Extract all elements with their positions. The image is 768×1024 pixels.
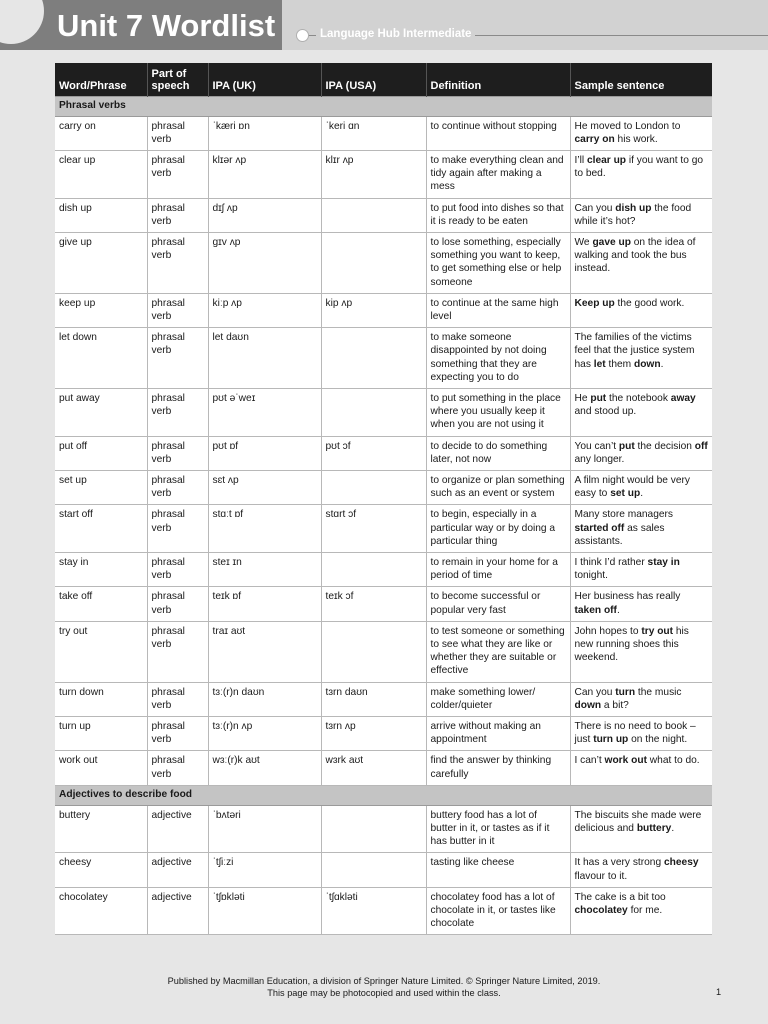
cell-sample-sentence: [570, 587, 712, 621]
table-row: [55, 621, 712, 682]
cell-sample-sentence: [570, 505, 712, 553]
table-row: [55, 682, 712, 716]
sample-text: The families of the victims feel that the justice system has: [574, 332, 695, 370]
cell-part-of-speech: phrasal verb: [147, 717, 208, 751]
sample-text: I’ll: [574, 154, 587, 166]
cell-word: give up: [55, 232, 147, 293]
cell-ipa-uk: ˈkæri ɒn: [208, 116, 321, 150]
sample-text: what to do.: [646, 755, 700, 767]
table-row: [55, 436, 712, 470]
sample-text: He moved to London to: [574, 120, 681, 132]
cell-word: dish up: [55, 198, 147, 232]
sample-keyword: cheesy: [663, 857, 699, 869]
cell-sample-sentence: [570, 717, 712, 751]
table-row: [55, 587, 712, 621]
sample-text: John hopes to: [574, 625, 642, 637]
cell-ipa-uk: tɜː(r)n daʊn: [208, 682, 321, 716]
sample-keyword: put: [590, 392, 607, 404]
cell-word: work out: [55, 751, 147, 785]
cell-word: cheesy: [55, 853, 147, 887]
cell-word: try out: [55, 621, 147, 682]
cell-ipa-uk: ˈbʌtəri: [208, 805, 321, 853]
cell-definition: to continue at the same high level: [426, 293, 570, 327]
cell-ipa-uk: sɛt ʌp: [208, 470, 321, 504]
sample-text: a bit?: [601, 699, 629, 711]
sample-text: Can you: [574, 202, 616, 214]
cell-definition: arrive without making an appointment: [426, 717, 570, 751]
table-row: [55, 717, 712, 751]
table-row: [55, 150, 712, 198]
sample-text: any longer.: [574, 453, 625, 465]
cell-word: carry on: [55, 116, 147, 150]
sample-text: flavour to it.: [574, 870, 628, 882]
sample-keyword: buttery: [636, 823, 672, 835]
section-title: Phrasal verbs: [55, 96, 712, 116]
sample-text: as sales assistants.: [574, 522, 665, 547]
cell-part-of-speech: phrasal verb: [147, 198, 208, 232]
cell-definition: chocolatey food has a lot of chocolate in it, or tastes like chocolate: [426, 887, 570, 935]
cell-definition: to organize or plan something such as an event or system: [426, 470, 570, 504]
cell-definition: to remain in your home for a period of time: [426, 552, 570, 586]
sample-keyword: down: [574, 699, 602, 711]
cell-sample-sentence: [570, 470, 712, 504]
cell-ipa-usa: [321, 470, 426, 504]
sample-keyword: turn up: [593, 734, 629, 746]
sample-text: them: [605, 358, 634, 370]
sample-keyword: off: [694, 440, 708, 452]
cell-sample-sentence: [570, 621, 712, 682]
cell-word: keep up: [55, 293, 147, 327]
cell-ipa-usa: wɜrk aʊt: [321, 751, 426, 785]
footer-photocopy-line: This page may be photocopied and used within the class.: [267, 988, 501, 998]
sample-text: the notebook: [606, 392, 671, 404]
sample-keyword: started off: [574, 522, 625, 534]
table-row: [55, 328, 712, 389]
cell-sample-sentence: [570, 150, 712, 198]
sample-text: if you want to go to bed.: [574, 154, 704, 180]
sample-text: Her business has really: [574, 591, 681, 603]
table-row: [55, 198, 712, 232]
cell-part-of-speech: phrasal verb: [147, 552, 208, 586]
cell-ipa-usa: teɪk ɔf: [321, 587, 426, 621]
cell-sample-sentence: [570, 552, 712, 586]
brand-bullet-icon: [296, 29, 309, 42]
cell-word: put away: [55, 388, 147, 436]
sample-text: Many store managers: [574, 509, 674, 521]
cell-word: turn down: [55, 682, 147, 716]
cell-ipa-uk: ˈtʃɒkləti: [208, 887, 321, 935]
sample-keyword: clear up: [586, 154, 627, 166]
sample-text: He: [574, 392, 591, 404]
cell-sample-sentence: [570, 751, 712, 785]
cell-ipa-usa: kip ʌp: [321, 293, 426, 327]
sample-text: .: [660, 358, 664, 370]
cell-ipa-uk: traɪ aʊt: [208, 621, 321, 682]
cell-word: stay in: [55, 552, 147, 586]
table-row: [55, 232, 712, 293]
sample-keyword: gave up: [592, 236, 631, 248]
cell-sample-sentence: [570, 388, 712, 436]
table-row: [55, 552, 712, 586]
table-row: [55, 116, 712, 150]
cell-ipa-uk: steɪ ɪn: [208, 552, 321, 586]
column-header-sample-sentence: Sample sentence: [570, 63, 712, 96]
column-header-definition: Definition: [426, 63, 570, 96]
cell-ipa-usa: tɜrn ʌp: [321, 717, 426, 751]
cell-ipa-usa: ˈkeri ɑn: [321, 116, 426, 150]
sample-text: the decision: [634, 440, 695, 452]
table-row: [55, 388, 712, 436]
cell-definition: buttery food has a lot of butter in it, or tastes as if it has butter in it: [426, 805, 570, 853]
sample-keyword: turn: [615, 686, 636, 698]
cell-definition: to make everything clean and tidy again after making a mess: [426, 150, 570, 198]
cell-definition: make something lower/ colder/quieter: [426, 682, 570, 716]
sample-text: The biscuits she made were delicious and: [574, 809, 702, 835]
sample-keyword: taken off: [574, 604, 617, 616]
cell-part-of-speech: phrasal verb: [147, 388, 208, 436]
sample-keyword: carry on: [574, 133, 615, 145]
section-header-row: [55, 785, 712, 805]
cell-part-of-speech: phrasal verb: [147, 436, 208, 470]
sample-text: The cake is a bit too: [574, 891, 666, 903]
sample-text: the music: [635, 686, 682, 698]
cell-part-of-speech: phrasal verb: [147, 587, 208, 621]
sample-text: Can you: [574, 686, 616, 698]
cell-definition: to begin, especially in a particular way or by doing a particular thing: [426, 505, 570, 553]
cell-sample-sentence: [570, 887, 712, 935]
sample-keyword: Keep up: [574, 297, 615, 309]
table-row: [55, 505, 712, 553]
brand-label: Language Hub Intermediate: [316, 27, 475, 41]
cell-sample-sentence: [570, 293, 712, 327]
cell-sample-sentence: [570, 198, 712, 232]
cell-sample-sentence: [570, 682, 712, 716]
table-row: [55, 805, 712, 853]
sample-keyword: chocolatey: [574, 905, 628, 917]
column-header-ipa-usa: IPA (USA): [321, 63, 426, 96]
cell-ipa-usa: ˈtʃɑkləti: [321, 887, 426, 935]
column-header-word: Word/Phrase: [55, 63, 147, 96]
cell-definition: to put food into dishes so that it is ready to be eaten: [426, 198, 570, 232]
cell-word: clear up: [55, 150, 147, 198]
table-body: [55, 96, 712, 935]
cell-part-of-speech: phrasal verb: [147, 751, 208, 785]
page-number: 1: [716, 987, 722, 997]
cell-ipa-uk: ɡɪv ʌp: [208, 232, 321, 293]
title-block: [0, 0, 282, 50]
cell-ipa-usa: [321, 805, 426, 853]
sample-text: A film night would be very easy to: [574, 474, 691, 500]
cell-part-of-speech: phrasal verb: [147, 116, 208, 150]
cell-part-of-speech: phrasal verb: [147, 505, 208, 553]
title-arc-decoration: [0, 0, 44, 44]
sample-text: the good work.: [614, 297, 685, 309]
cell-ipa-usa: stɑrt ɔf: [321, 505, 426, 553]
cell-ipa-uk: teɪk ɒf: [208, 587, 321, 621]
table-row: [55, 887, 712, 935]
sample-text: I can’t: [574, 755, 605, 767]
cell-part-of-speech: adjective: [147, 805, 208, 853]
sample-text: We: [574, 236, 593, 248]
sample-text: on the idea of walking and took the bus instead.: [574, 236, 696, 275]
cell-definition: find the answer by thinking carefully: [426, 751, 570, 785]
footer-publisher-line: Published by Macmillan Education, a division of Springer Nature Limited. © Springer Nature Limited, 2019.: [167, 976, 601, 986]
sample-keyword: stay in: [647, 556, 680, 568]
sample-keyword: try out: [641, 625, 674, 637]
cell-ipa-usa: tɜrn daʊn: [321, 682, 426, 716]
table-row: [55, 751, 712, 785]
cell-ipa-usa: [321, 853, 426, 887]
cell-ipa-usa: [321, 232, 426, 293]
cell-sample-sentence: [570, 436, 712, 470]
column-header-part-of-speech: Part of speech: [147, 63, 208, 96]
cell-part-of-speech: phrasal verb: [147, 621, 208, 682]
sample-text: and stood up.: [574, 406, 637, 418]
cell-part-of-speech: phrasal verb: [147, 328, 208, 389]
cell-definition: to become successful or popular very fast: [426, 587, 570, 621]
cell-sample-sentence: [570, 805, 712, 853]
table-row: [55, 293, 712, 327]
cell-definition: to make someone disappointed by not doing something that they are expecting you to do: [426, 328, 570, 389]
cell-ipa-uk: wɜː(r)k aʊt: [208, 751, 321, 785]
cell-sample-sentence: [570, 116, 712, 150]
cell-sample-sentence: [570, 232, 712, 293]
cell-ipa-uk: klɪər ʌp: [208, 150, 321, 198]
cell-word: turn up: [55, 717, 147, 751]
sample-text: .: [640, 488, 644, 500]
sample-text: There is no need to book – just: [574, 721, 696, 746]
sample-text: his work.: [614, 133, 658, 145]
cell-ipa-uk: pʊt əˈweɪ: [208, 388, 321, 436]
cell-word: take off: [55, 587, 147, 621]
sample-text: .: [616, 604, 620, 616]
sample-text: .: [671, 823, 675, 835]
sample-text: You can’t: [574, 440, 619, 452]
sample-text: I think I’d rather: [574, 556, 648, 568]
section-title: Adjectives to describe food: [55, 785, 712, 805]
cell-ipa-uk: let daʊn: [208, 328, 321, 389]
cell-part-of-speech: adjective: [147, 887, 208, 935]
sample-text: for me.: [627, 905, 663, 917]
sample-text: tonight.: [574, 570, 608, 582]
cell-ipa-usa: [321, 198, 426, 232]
cell-ipa-usa: klɪr ʌp: [321, 150, 426, 198]
sample-keyword: dish up: [615, 202, 652, 214]
sample-keyword: set up: [610, 488, 641, 500]
sample-text: on the night.: [628, 734, 688, 746]
cell-sample-sentence: [570, 853, 712, 887]
cell-sample-sentence: [570, 328, 712, 389]
cell-definition: tasting like cheese: [426, 853, 570, 887]
sample-text: the food while it’s hot?: [574, 202, 692, 227]
cell-word: buttery: [55, 805, 147, 853]
table-row: [55, 470, 712, 504]
wordlist-table: [55, 63, 712, 935]
cell-part-of-speech: adjective: [147, 853, 208, 887]
cell-part-of-speech: phrasal verb: [147, 470, 208, 504]
cell-ipa-usa: pʊt ɔf: [321, 436, 426, 470]
cell-ipa-uk: pʊt ɒf: [208, 436, 321, 470]
cell-part-of-speech: phrasal verb: [147, 150, 208, 198]
cell-definition: to test someone or something to see what they are like or whether they are suitable or effective: [426, 621, 570, 682]
cell-definition: to decide to do something later, not now: [426, 436, 570, 470]
cell-word: start off: [55, 505, 147, 553]
cell-definition: to put something in the place where you usually keep it when you are not using it: [426, 388, 570, 436]
cell-ipa-usa: [321, 328, 426, 389]
sample-text: his new running shoes this weekend.: [574, 625, 689, 664]
cell-ipa-usa: [321, 552, 426, 586]
cell-word: set up: [55, 470, 147, 504]
cell-ipa-uk: ˈtʃiːzi: [208, 853, 321, 887]
cell-part-of-speech: phrasal verb: [147, 232, 208, 293]
sample-keyword: work out: [604, 755, 647, 767]
cell-definition: to lose something, especially something you want to keep, to get something else or help someone: [426, 232, 570, 293]
table-row: [55, 853, 712, 887]
footer: [0, 975, 768, 999]
page-title: Unit 7 Wordlist: [57, 8, 276, 43]
sample-keyword: put: [618, 440, 635, 452]
cell-ipa-usa: [321, 621, 426, 682]
sample-keyword: let: [593, 358, 606, 370]
table-header-row: [55, 63, 712, 96]
cell-word: chocolatey: [55, 887, 147, 935]
cell-word: let down: [55, 328, 147, 389]
cell-ipa-uk: kiːp ʌp: [208, 293, 321, 327]
cell-word: put off: [55, 436, 147, 470]
sample-keyword: away: [670, 392, 696, 404]
cell-ipa-uk: stɑːt ɒf: [208, 505, 321, 553]
cell-ipa-usa: [321, 388, 426, 436]
cell-ipa-uk: dɪʃ ʌp: [208, 198, 321, 232]
section-header-row: [55, 96, 712, 116]
cell-part-of-speech: phrasal verb: [147, 682, 208, 716]
cell-part-of-speech: phrasal verb: [147, 293, 208, 327]
sample-keyword: down: [633, 358, 661, 370]
cell-definition: to continue without stopping: [426, 116, 570, 150]
sample-text: It has a very strong: [574, 857, 664, 869]
cell-ipa-uk: tɜː(r)n ʌp: [208, 717, 321, 751]
column-header-ipa-uk: IPA (UK): [208, 63, 321, 96]
